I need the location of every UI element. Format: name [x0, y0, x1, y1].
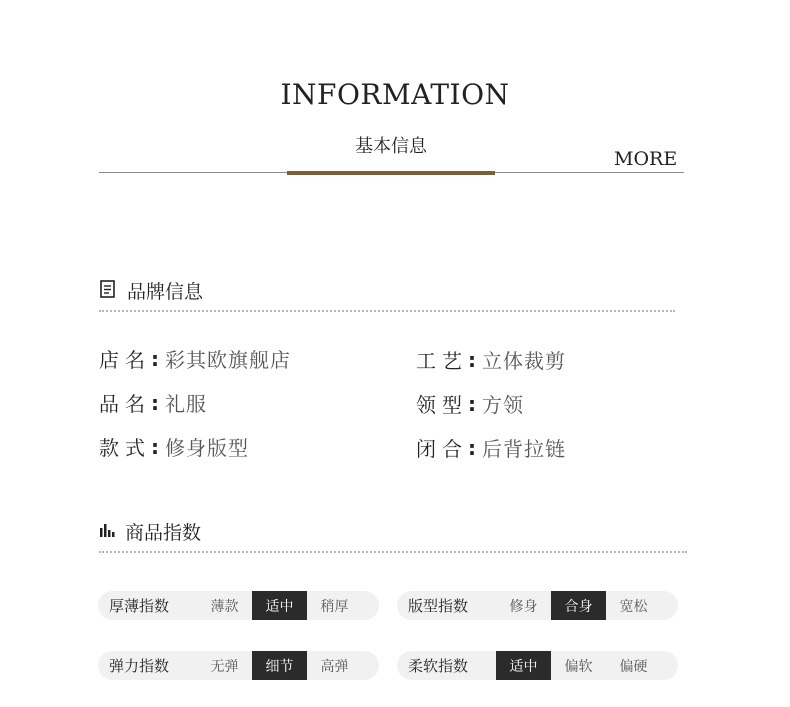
index-elasticity [98, 651, 379, 680]
info-key: 工艺 [416, 349, 468, 373]
index-option: 偏硬 [619, 658, 648, 675]
info-value: 礼服 [165, 392, 207, 416]
page-title: INFORMATION [280, 78, 510, 111]
info-key: 领型 [416, 393, 468, 417]
index-name: 厚薄指数 [109, 597, 170, 615]
index-name: 版型指数 [408, 597, 469, 615]
info-key: 品名 [99, 392, 151, 416]
index-section-header [99, 518, 201, 545]
index-option: 无弹 [210, 658, 239, 675]
more-link[interactable]: MORE [614, 148, 678, 170]
info-row: 品名 : 礼服 [99, 388, 207, 417]
info-value: 方领 [482, 393, 524, 417]
brand-section-title: 品牌信息 [127, 281, 204, 303]
info-value: 后背拉链 [482, 437, 566, 461]
index-section-title: 商品指数 [125, 522, 202, 544]
tab-active-indicator [287, 171, 495, 175]
brand-section-header [99, 277, 203, 304]
index-option: 修身 [509, 598, 538, 615]
tab-basic-info[interactable]: 基本信息 [355, 136, 427, 157]
bar-chart-icon [99, 522, 115, 542]
index-option-selected: 适中 [496, 651, 551, 680]
index-thickness [98, 591, 379, 620]
info-row: 款式 : 修身版型 [99, 432, 249, 461]
index-name: 柔软指数 [408, 657, 469, 675]
index-option: 薄款 [210, 598, 239, 615]
document-icon [99, 279, 117, 303]
index-option: 宽松 [619, 598, 648, 615]
brand-section-divider [99, 310, 675, 312]
index-option-selected: 合身 [551, 591, 606, 620]
info-key: 款式 [99, 436, 151, 460]
index-option: 高弹 [320, 658, 349, 675]
info-value: 立体裁剪 [482, 349, 566, 373]
index-fit [397, 591, 678, 620]
info-value: 修身版型 [165, 436, 249, 460]
info-key: 闭合 [416, 437, 468, 461]
info-row: 工艺 : 立体裁剪 [416, 345, 566, 374]
index-option-selected: 适中 [252, 591, 307, 620]
info-row: 领型 : 方领 [416, 389, 524, 418]
index-section-divider [99, 551, 687, 553]
info-key: 店名 [99, 348, 151, 372]
index-name: 弹力指数 [109, 657, 170, 675]
index-option: 偏软 [564, 658, 593, 675]
info-row: 闭合 : 后背拉链 [416, 433, 566, 462]
index-option: 稍厚 [320, 598, 349, 615]
index-softness [397, 651, 678, 680]
info-value: 彩其欧旗舰店 [165, 348, 291, 372]
index-option-selected: 细节 [252, 651, 307, 680]
info-row: 店名 : 彩其欧旗舰店 [99, 344, 291, 373]
